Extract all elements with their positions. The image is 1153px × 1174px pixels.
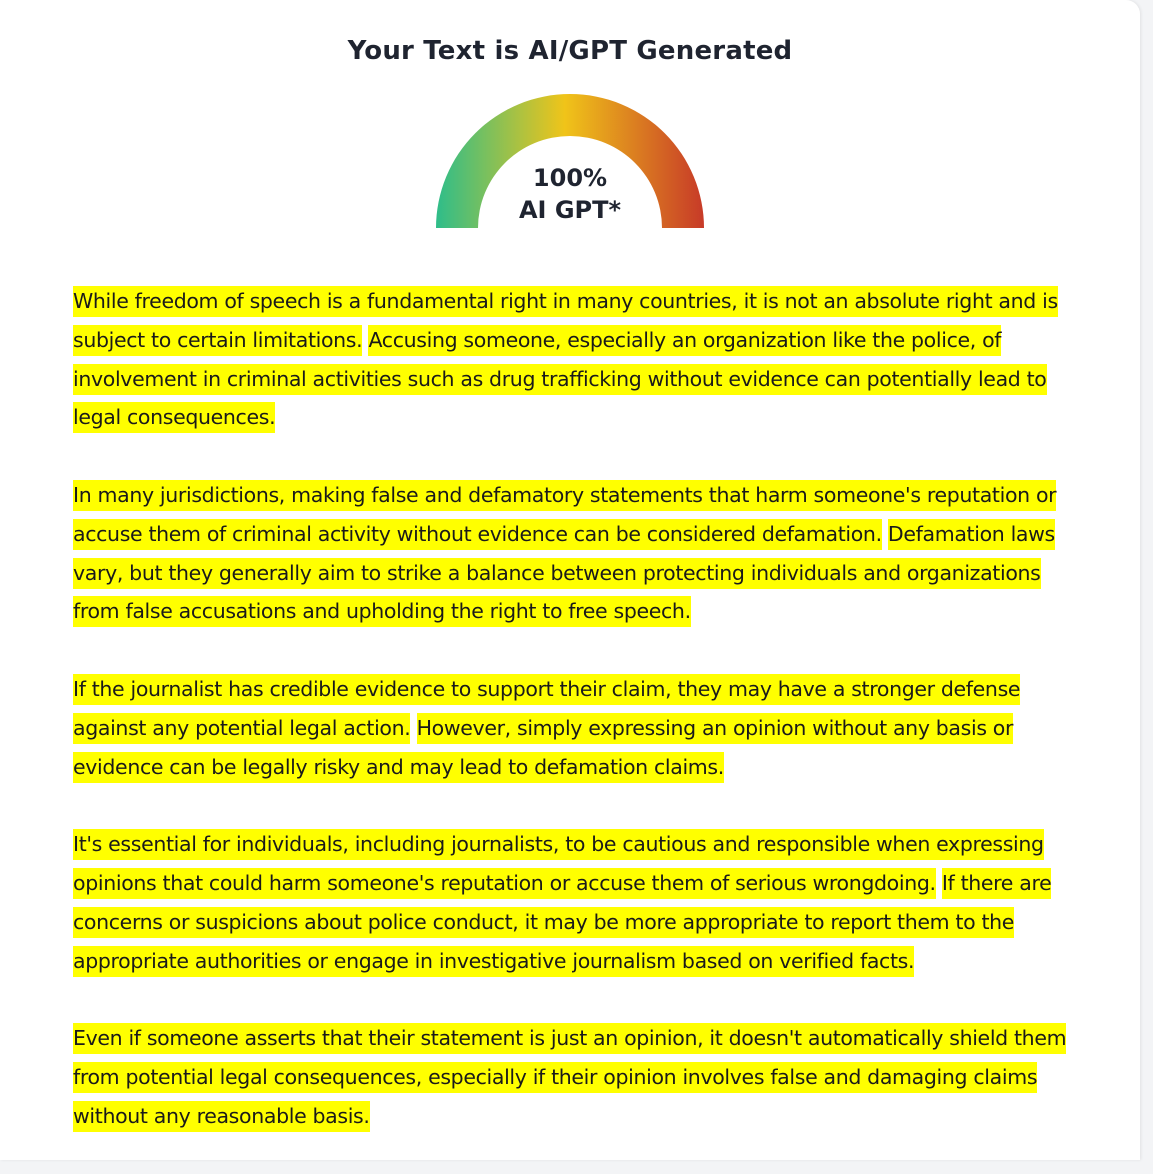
text-paragraph — [73, 1019, 1073, 1135]
highlighted-sentence: Defamation laws vary, but they generally aim to strike a balance between protecting individuals and organizations from false accusations and upholding the right to free speech. — [73, 519, 1055, 628]
highlighted-sentence: It's essential for individuals, including journalists, to be cautious and responsible when expressing opinions that could harm someone's reputation or accuse them of serious wrongdoing. — [73, 829, 1044, 899]
highlighted-sentence: Accusing someone, especially an organization like the police, of involvement in criminal activities such as drug trafficking without evidence can potentially lead to legal consequences. — [73, 325, 1047, 434]
text-paragraph — [73, 670, 1073, 786]
highlighted-sentence: If the journalist has credible evidence to support their claim, they may have a stronger defense against any potential legal action. — [73, 674, 1020, 744]
text-paragraph — [73, 476, 1073, 631]
highlighted-sentence: If there are concerns or suspicions about police conduct, it may be more appropriate to report them to the appropriate authorities or engage in investigative journalism based on verified facts. — [73, 868, 1051, 977]
highlighted-sentence: However, simply expressing an opinion without any basis or evidence can be legally risky and may lead to defamation claims. — [73, 713, 1013, 783]
highlighted-sentence: In many jurisdictions, making false and defamatory statements that harm someone's reputation or accuse them of criminal activity without evidence can be considered defamation. — [73, 480, 1056, 550]
ai-score-gauge — [436, 94, 704, 228]
text-paragraph — [73, 282, 1073, 437]
analyzed-text — [73, 282, 1073, 1174]
gauge-score-value: 100% — [532, 164, 608, 192]
text-paragraph — [73, 825, 1073, 980]
gauge-score-kind: AI GPT* — [518, 196, 622, 224]
highlighted-sentence: Even if someone asserts that their statement is just an opinion, it doesn't automatically shield them from potential legal consequences, especially if their opinion involves false and damaging claims without any reasonable basis. — [73, 1023, 1066, 1132]
highlighted-sentence: While freedom of speech is a fundamental right in many countries, it is not an absolute right and is subject to certain limitations. — [73, 286, 1058, 356]
result-title: Your Text is AI/GPT Generated — [347, 36, 793, 66]
